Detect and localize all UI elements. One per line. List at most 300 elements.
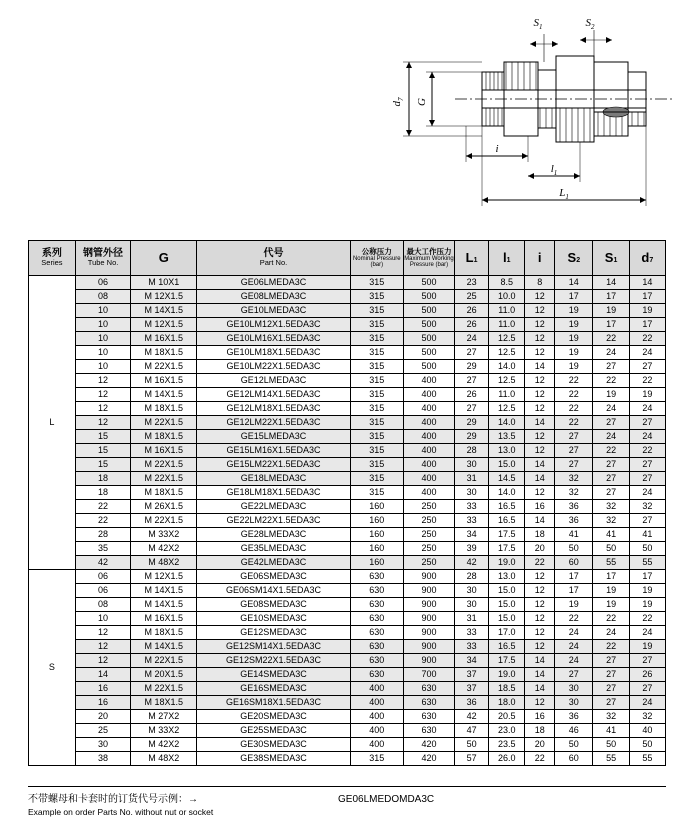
- cell-max-pressure: 630: [403, 682, 454, 696]
- cell-S2: 27: [555, 668, 593, 682]
- label-s2: $S_2$: [585, 17, 595, 31]
- cell-max-pressure: 400: [403, 402, 454, 416]
- cell-S2: 24: [555, 640, 593, 654]
- col-tube: [75, 241, 130, 276]
- cell-i: 14: [525, 668, 555, 682]
- cell-S1: 24: [593, 402, 629, 416]
- label-g: G: [416, 98, 428, 106]
- cell-part-no: GE06SM14X1.5EDA3C: [197, 584, 350, 598]
- cell-max-pressure: 500: [403, 346, 454, 360]
- cell-L1: 47: [455, 724, 489, 738]
- cell-i: 12: [525, 444, 555, 458]
- cell-part-no: GE12SMEDA3C: [197, 626, 350, 640]
- cell-nominal-pressure: 315: [350, 472, 403, 486]
- cell-l1: 15.0: [489, 598, 525, 612]
- cell-S1: 27: [593, 458, 629, 472]
- cell-i: 12: [525, 304, 555, 318]
- cell-L1: 42: [455, 556, 489, 570]
- cell-max-pressure: 250: [403, 514, 454, 528]
- cell-S2: 19: [555, 598, 593, 612]
- cell-d7: 19: [629, 640, 665, 654]
- cell-l1: 26.0: [489, 752, 525, 766]
- cell-i: 12: [525, 388, 555, 402]
- cell-S2: 19: [555, 318, 593, 332]
- cell-d7: 27: [629, 360, 665, 374]
- cell-g: M 14X1.5: [131, 584, 197, 598]
- cell-d7: 24: [629, 430, 665, 444]
- cell-i: 12: [525, 318, 555, 332]
- cell-d7: 27: [629, 514, 665, 528]
- cell-g: M 18X1.5: [131, 626, 197, 640]
- cell-part-no: GE10LM12X1.5EDA3C: [197, 318, 350, 332]
- col-l1-sub: 1: [506, 256, 511, 264]
- cell-d7: 50: [629, 542, 665, 556]
- technical-drawing: [0, 0, 694, 232]
- cell-tube-no: 12: [75, 402, 130, 416]
- cell-l1: 20.5: [489, 710, 525, 724]
- cell-l1: 14.0: [489, 416, 525, 430]
- footnote-text: [28, 793, 308, 818]
- cell-max-pressure: 900: [403, 598, 454, 612]
- cell-part-no: GE12LMEDA3C: [197, 374, 350, 388]
- table-row: [29, 290, 666, 304]
- cell-part-no: GE10LM18X1.5EDA3C: [197, 346, 350, 360]
- cell-nominal-pressure: 315: [350, 332, 403, 346]
- cell-d7: 24: [629, 402, 665, 416]
- cell-L1: 39: [455, 542, 489, 556]
- cell-tube-no: 10: [75, 318, 130, 332]
- col-d7-label: d: [641, 249, 650, 265]
- cell-max-pressure: 250: [403, 528, 454, 542]
- cell-tube-no: 15: [75, 430, 130, 444]
- cell-S1: 50: [593, 738, 629, 752]
- cell-nominal-pressure: 160: [350, 514, 403, 528]
- table-row: [29, 570, 666, 584]
- cell-max-pressure: 630: [403, 724, 454, 738]
- cell-part-no: GE22LMEDA3C: [197, 500, 350, 514]
- cell-part-no: GE10SMEDA3C: [197, 612, 350, 626]
- cell-tube-no: 08: [75, 290, 130, 304]
- cell-l1: 11.0: [489, 318, 525, 332]
- cell-g: M 12X1.5: [131, 318, 197, 332]
- cell-nominal-pressure: 315: [350, 374, 403, 388]
- cell-max-pressure: 500: [403, 360, 454, 374]
- table-row: [29, 346, 666, 360]
- cell-S1: 22: [593, 332, 629, 346]
- table-row: [29, 724, 666, 738]
- cell-l1: 12.5: [489, 346, 525, 360]
- cell-tube-no: 16: [75, 682, 130, 696]
- col-max-cn: 最大工作压力: [406, 246, 452, 256]
- cell-l1: 15.0: [489, 458, 525, 472]
- cell-tube-no: 28: [75, 528, 130, 542]
- col-L1-label: L: [465, 249, 474, 265]
- cell-max-pressure: 420: [403, 738, 454, 752]
- cell-max-pressure: 400: [403, 472, 454, 486]
- cell-d7: 32: [629, 710, 665, 724]
- col-S2: [555, 241, 593, 276]
- cell-max-pressure: 900: [403, 612, 454, 626]
- cell-tube-no: 14: [75, 668, 130, 682]
- cell-nominal-pressure: 160: [350, 528, 403, 542]
- cell-S2: 22: [555, 416, 593, 430]
- cell-max-pressure: 250: [403, 500, 454, 514]
- cell-L1: 33: [455, 640, 489, 654]
- cell-nominal-pressure: 400: [350, 724, 403, 738]
- cell-g: M 22X1.5: [131, 514, 197, 528]
- cell-S2: 19: [555, 346, 593, 360]
- col-nominal-pressure: [350, 241, 403, 276]
- table-row: [29, 752, 666, 766]
- col-S1: [593, 241, 629, 276]
- cell-g: M 26X1.5: [131, 500, 197, 514]
- cell-nominal-pressure: 315: [350, 402, 403, 416]
- col-series: [29, 241, 76, 276]
- cell-L1: 26: [455, 304, 489, 318]
- table-row: [29, 556, 666, 570]
- cell-i: 20: [525, 738, 555, 752]
- cell-S2: 36: [555, 500, 593, 514]
- cell-i: 14: [525, 654, 555, 668]
- table-row: [29, 640, 666, 654]
- cell-nominal-pressure: 315: [350, 416, 403, 430]
- col-l1-label: l: [502, 249, 507, 265]
- cell-part-no: GE30SMEDA3C: [197, 738, 350, 752]
- cell-nominal-pressure: 630: [350, 570, 403, 584]
- cell-d7: 50: [629, 738, 665, 752]
- col-series-cn: 系列: [41, 248, 62, 260]
- cell-l1: 16.5: [489, 514, 525, 528]
- cell-part-no: GE18LM18X1.5EDA3C: [197, 486, 350, 500]
- cell-series: S: [29, 570, 76, 766]
- col-S1-sub: 1: [613, 256, 618, 264]
- cell-i: 12: [525, 584, 555, 598]
- col-i: [525, 241, 555, 276]
- cell-S2: 17: [555, 584, 593, 598]
- col-nominal-en: Nominal Pressure (bar): [352, 255, 401, 269]
- col-S2-label: S: [567, 249, 577, 265]
- cell-S1: 41: [593, 724, 629, 738]
- cell-nominal-pressure: 315: [350, 430, 403, 444]
- cell-part-no: GE10LM16X1.5EDA3C: [197, 332, 350, 346]
- cell-i: 22: [525, 556, 555, 570]
- cell-nominal-pressure: 400: [350, 710, 403, 724]
- cell-g: M 18X1.5: [131, 486, 197, 500]
- cell-part-no: GE15LMEDA3C: [197, 430, 350, 444]
- cell-l1: 16.5: [489, 640, 525, 654]
- cell-S2: 24: [555, 626, 593, 640]
- cell-tube-no: 12: [75, 626, 130, 640]
- cell-max-pressure: 500: [403, 304, 454, 318]
- cell-l1: 19.0: [489, 556, 525, 570]
- cell-S2: 36: [555, 514, 593, 528]
- cell-S1: 22: [593, 444, 629, 458]
- cell-max-pressure: 400: [403, 444, 454, 458]
- cell-g: M 18X1.5: [131, 696, 197, 710]
- col-tube-cn: 钢管外径: [83, 248, 124, 260]
- cell-S2: 19: [555, 332, 593, 346]
- cell-nominal-pressure: 630: [350, 598, 403, 612]
- cell-part-no: GE12LM22X1.5EDA3C: [197, 416, 350, 430]
- cell-tube-no: 18: [75, 486, 130, 500]
- cell-i: 16: [525, 710, 555, 724]
- table-row: [29, 374, 666, 388]
- footnote-divider: [28, 786, 666, 787]
- cell-d7: 17: [629, 318, 665, 332]
- cell-S2: 17: [555, 290, 593, 304]
- cell-g: M 16X1.5: [131, 612, 197, 626]
- cell-part-no: GE15LM22X1.5EDA3C: [197, 458, 350, 472]
- cell-tube-no: 10: [75, 304, 130, 318]
- col-nominal-cn: 公称压力: [361, 246, 392, 256]
- cell-l1: 8.5: [489, 276, 525, 290]
- cell-max-pressure: 500: [403, 290, 454, 304]
- cell-S2: 50: [555, 542, 593, 556]
- cell-S1: 32: [593, 514, 629, 528]
- cell-S1: 14: [593, 276, 629, 290]
- cell-part-no: GE10LMEDA3C: [197, 304, 350, 318]
- table-row: [29, 402, 666, 416]
- cell-i: 12: [525, 640, 555, 654]
- col-max-pressure: [403, 241, 454, 276]
- cell-S2: 27: [555, 458, 593, 472]
- col-g-label: G: [158, 249, 169, 265]
- table-row: [29, 668, 666, 682]
- cell-S2: 32: [555, 486, 593, 500]
- col-partno: [197, 241, 350, 276]
- cell-l1: 17.5: [489, 542, 525, 556]
- cell-L1: 42: [455, 710, 489, 724]
- cell-L1: 57: [455, 752, 489, 766]
- label-s1: $S_1$: [533, 17, 543, 31]
- cell-tube-no: 10: [75, 360, 130, 374]
- cell-L1: 29: [455, 416, 489, 430]
- cell-S2: 24: [555, 654, 593, 668]
- cell-part-no: GE25SMEDA3C: [197, 724, 350, 738]
- cell-nominal-pressure: 630: [350, 640, 403, 654]
- table-row: [29, 710, 666, 724]
- cell-d7: 55: [629, 556, 665, 570]
- cell-i: 22: [525, 752, 555, 766]
- cell-g: M 14X1.5: [131, 598, 197, 612]
- col-S2-sub: 2: [576, 256, 581, 264]
- footnote-example-partno: GE06LMEDOMDA3C: [338, 794, 435, 805]
- cell-g: M 18X1.5: [131, 430, 197, 444]
- table-row: [29, 584, 666, 598]
- cell-part-no: GE10LM22X1.5EDA3C: [197, 360, 350, 374]
- cell-nominal-pressure: 160: [350, 500, 403, 514]
- label-l1-small: $l_1$: [550, 163, 558, 177]
- cell-tube-no: 25: [75, 724, 130, 738]
- cell-S2: 22: [555, 612, 593, 626]
- cell-g: M 18X1.5: [131, 346, 197, 360]
- cell-g: M 33X2: [131, 724, 197, 738]
- cell-max-pressure: 700: [403, 668, 454, 682]
- cell-L1: 29: [455, 360, 489, 374]
- table-row: [29, 528, 666, 542]
- cell-l1: 14.5: [489, 472, 525, 486]
- cell-S1: 32: [593, 500, 629, 514]
- cell-l1: 12.5: [489, 402, 525, 416]
- cell-d7: 14: [629, 276, 665, 290]
- col-d7: [629, 241, 665, 276]
- cell-tube-no: 15: [75, 444, 130, 458]
- cell-S2: 22: [555, 374, 593, 388]
- cell-tube-no: 06: [75, 276, 130, 290]
- cell-part-no: GE08LMEDA3C: [197, 290, 350, 304]
- cell-nominal-pressure: 315: [350, 458, 403, 472]
- cell-i: 12: [525, 332, 555, 346]
- spec-table-container: [28, 240, 666, 766]
- cell-S1: 17: [593, 290, 629, 304]
- cell-L1: 28: [455, 570, 489, 584]
- col-S1-label: S: [604, 249, 614, 265]
- cell-tube-no: 22: [75, 514, 130, 528]
- cell-d7: 24: [629, 696, 665, 710]
- cell-S1: 55: [593, 752, 629, 766]
- cell-g: M 20X1.5: [131, 668, 197, 682]
- cell-nominal-pressure: 630: [350, 584, 403, 598]
- cell-g: M 14X1.5: [131, 304, 197, 318]
- cell-part-no: GE06SMEDA3C: [197, 570, 350, 584]
- table-row: [29, 318, 666, 332]
- cell-l1: 10.0: [489, 290, 525, 304]
- cell-l1: 15.0: [489, 612, 525, 626]
- cell-series: L: [29, 276, 76, 570]
- cell-l1: 19.0: [489, 668, 525, 682]
- cell-d7: 24: [629, 486, 665, 500]
- cell-i: 12: [525, 402, 555, 416]
- cell-part-no: GE42LMEDA3C: [197, 556, 350, 570]
- col-max-en: Maximum Working Pressure (bar): [404, 255, 454, 269]
- cell-S1: 27: [593, 696, 629, 710]
- cell-part-no: GE16SMEDA3C: [197, 682, 350, 696]
- col-series-en: Series: [41, 258, 63, 268]
- cell-g: M 22X1.5: [131, 682, 197, 696]
- col-L1: [455, 241, 489, 276]
- cell-tube-no: 12: [75, 640, 130, 654]
- cell-max-pressure: 900: [403, 626, 454, 640]
- cell-S2: 27: [555, 444, 593, 458]
- cell-part-no: GE12SM22X1.5EDA3C: [197, 654, 350, 668]
- label-l1-big: $L_1$: [559, 187, 569, 201]
- cell-part-no: GE38SMEDA3C: [197, 752, 350, 766]
- cell-g: M 12X1.5: [131, 570, 197, 584]
- cell-L1: 37: [455, 668, 489, 682]
- cell-i: 12: [525, 346, 555, 360]
- cell-l1: 13.0: [489, 444, 525, 458]
- cell-S2: 22: [555, 388, 593, 402]
- table-body: [29, 276, 666, 766]
- cell-part-no: GE22LM22X1.5EDA3C: [197, 514, 350, 528]
- cell-part-no: GE18LMEDA3C: [197, 472, 350, 486]
- footnote: [28, 786, 666, 818]
- cell-d7: 19: [629, 598, 665, 612]
- table-row: [29, 332, 666, 346]
- cell-S2: 14: [555, 276, 593, 290]
- cell-S2: 19: [555, 360, 593, 374]
- table-header-row: [29, 241, 666, 276]
- cell-S1: 17: [593, 570, 629, 584]
- table-row: [29, 416, 666, 430]
- cell-L1: 26: [455, 388, 489, 402]
- cell-S1: 19: [593, 388, 629, 402]
- cell-nominal-pressure: 160: [350, 556, 403, 570]
- cell-nominal-pressure: 630: [350, 626, 403, 640]
- cell-S1: 22: [593, 640, 629, 654]
- cell-max-pressure: 500: [403, 332, 454, 346]
- cell-L1: 30: [455, 486, 489, 500]
- cell-g: M 48X2: [131, 556, 197, 570]
- cell-L1: 27: [455, 374, 489, 388]
- cell-S1: 27: [593, 668, 629, 682]
- cell-d7: 41: [629, 528, 665, 542]
- cell-l1: 15.0: [489, 584, 525, 598]
- cell-d7: 32: [629, 500, 665, 514]
- cell-g: M 33X2: [131, 528, 197, 542]
- cell-l1: 18.0: [489, 696, 525, 710]
- cell-g: M 12X1.5: [131, 290, 197, 304]
- cell-l1: 13.0: [489, 570, 525, 584]
- cell-S1: 55: [593, 556, 629, 570]
- cell-tube-no: 15: [75, 458, 130, 472]
- cell-i: 16: [525, 500, 555, 514]
- cell-S2: 19: [555, 304, 593, 318]
- cell-g: M 18X1.5: [131, 402, 197, 416]
- cell-L1: 34: [455, 654, 489, 668]
- col-i-label: i: [537, 249, 542, 265]
- cell-tube-no: 10: [75, 332, 130, 346]
- cell-max-pressure: 900: [403, 654, 454, 668]
- cell-max-pressure: 400: [403, 430, 454, 444]
- cell-g: M 16X1.5: [131, 444, 197, 458]
- cell-d7: 27: [629, 416, 665, 430]
- cell-d7: 19: [629, 584, 665, 598]
- cell-i: 18: [525, 528, 555, 542]
- table-row: [29, 542, 666, 556]
- cell-d7: 22: [629, 332, 665, 346]
- cell-L1: 34: [455, 528, 489, 542]
- cell-tube-no: 12: [75, 416, 130, 430]
- cell-i: 12: [525, 612, 555, 626]
- cell-S1: 17: [593, 318, 629, 332]
- cell-nominal-pressure: 160: [350, 542, 403, 556]
- cell-l1: 14.0: [489, 360, 525, 374]
- cell-i: 12: [525, 374, 555, 388]
- cell-max-pressure: 900: [403, 570, 454, 584]
- cell-d7: 24: [629, 626, 665, 640]
- cell-d7: 22: [629, 612, 665, 626]
- cell-tube-no: 16: [75, 696, 130, 710]
- cell-max-pressure: 420: [403, 752, 454, 766]
- cell-part-no: GE28LMEDA3C: [197, 528, 350, 542]
- cell-S2: 41: [555, 528, 593, 542]
- cell-S2: 30: [555, 696, 593, 710]
- cell-S1: 22: [593, 612, 629, 626]
- cell-g: M 16X1.5: [131, 374, 197, 388]
- cell-l1: 12.5: [489, 332, 525, 346]
- cell-S1: 19: [593, 598, 629, 612]
- cell-S1: 19: [593, 304, 629, 318]
- cell-S1: 22: [593, 374, 629, 388]
- cell-tube-no: 30: [75, 738, 130, 752]
- cell-l1: 23.0: [489, 724, 525, 738]
- cell-max-pressure: 250: [403, 556, 454, 570]
- cell-d7: 19: [629, 388, 665, 402]
- cell-g: M 10X1: [131, 276, 197, 290]
- cell-i: 12: [525, 598, 555, 612]
- cell-d7: 27: [629, 654, 665, 668]
